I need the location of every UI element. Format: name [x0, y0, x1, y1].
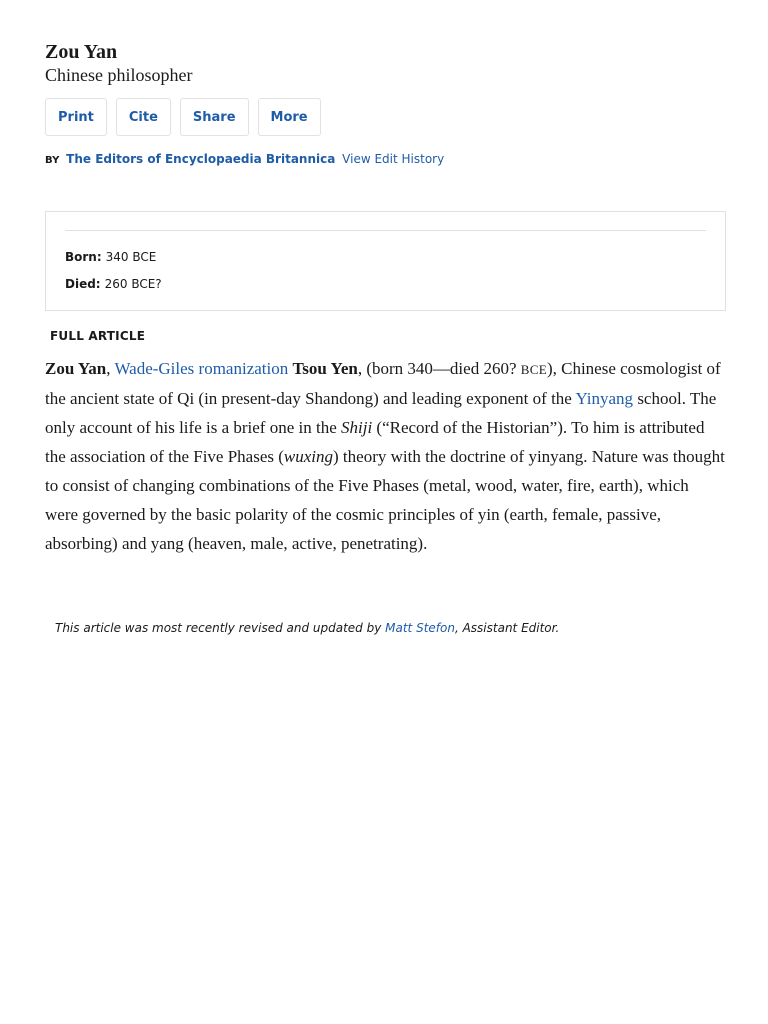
share-button[interactable]: Share — [180, 98, 249, 136]
wade-giles-link[interactable]: Wade-Giles romanization — [114, 359, 289, 378]
print-button[interactable]: Print — [45, 98, 107, 136]
body-text-3: school. The only account of his life is a brief one in the — [45, 389, 717, 437]
fact-died-label: Died: — [65, 277, 101, 291]
body-text-1: , (born 340—died 260? — [357, 359, 521, 378]
subject-name: Zou Yan — [45, 359, 107, 378]
editor-link[interactable]: Matt Stefon — [385, 621, 455, 635]
fact-born — [65, 249, 706, 265]
byline-prefix: BY — [45, 155, 60, 166]
body-text-4: (“Record of the Historian”). To him is attributed the association of the Five Phases ( — [45, 418, 705, 466]
wuxing-term: wuxing — [283, 447, 334, 466]
body-text-2: ), Chinese cosmologist of the ancient state of Qi (in present-day Shandong) and leading exponent of the — [45, 359, 721, 408]
edit-history-link[interactable]: View Edit History — [342, 152, 445, 166]
section-label: FULL ARTICLE — [50, 329, 146, 343]
article-body — [45, 354, 726, 558]
fact-died — [65, 276, 706, 292]
revision-note — [55, 621, 559, 635]
shiji-title: Shiji — [341, 418, 373, 437]
action-toolbar — [45, 98, 726, 136]
yinyang-link[interactable]: Yinyang — [575, 389, 634, 408]
alt-name: Tsou Yen — [292, 359, 358, 378]
fact-born-value: 340 BCE — [105, 250, 157, 264]
page-subtitle: Chinese philosopher — [45, 65, 193, 85]
era-label: BCE — [520, 362, 547, 377]
more-button[interactable]: More — [258, 98, 321, 136]
fact-born-label: Born: — [65, 250, 102, 264]
page-title: Zou Yan — [45, 41, 118, 63]
facts-box — [45, 211, 726, 311]
article-page — [45, 40, 726, 635]
author-link[interactable]: The Editors of Encyclopaedia Britannica — [66, 152, 336, 166]
fact-died-value: 260 BCE? — [104, 277, 162, 291]
body-text-5: ) theory with the doctrine of yinyang. Nature was thought to consist of changing combinations of the Five Phases (metal, wood, water, fire, earth), which were governed by the basic polarity of the cosmic principles of yin (earth, female, passive, absorbing) and yang (heaven, male, active, penetrating). — [45, 447, 725, 553]
cite-button[interactable]: Cite — [116, 98, 171, 136]
body-comma: , — [106, 359, 115, 378]
facts-divider — [65, 230, 706, 231]
byline — [45, 151, 726, 169]
revision-prefix: This article was most recently revised and updated by — [55, 621, 386, 635]
revision-suffix: , Assistant Editor. — [454, 621, 560, 635]
